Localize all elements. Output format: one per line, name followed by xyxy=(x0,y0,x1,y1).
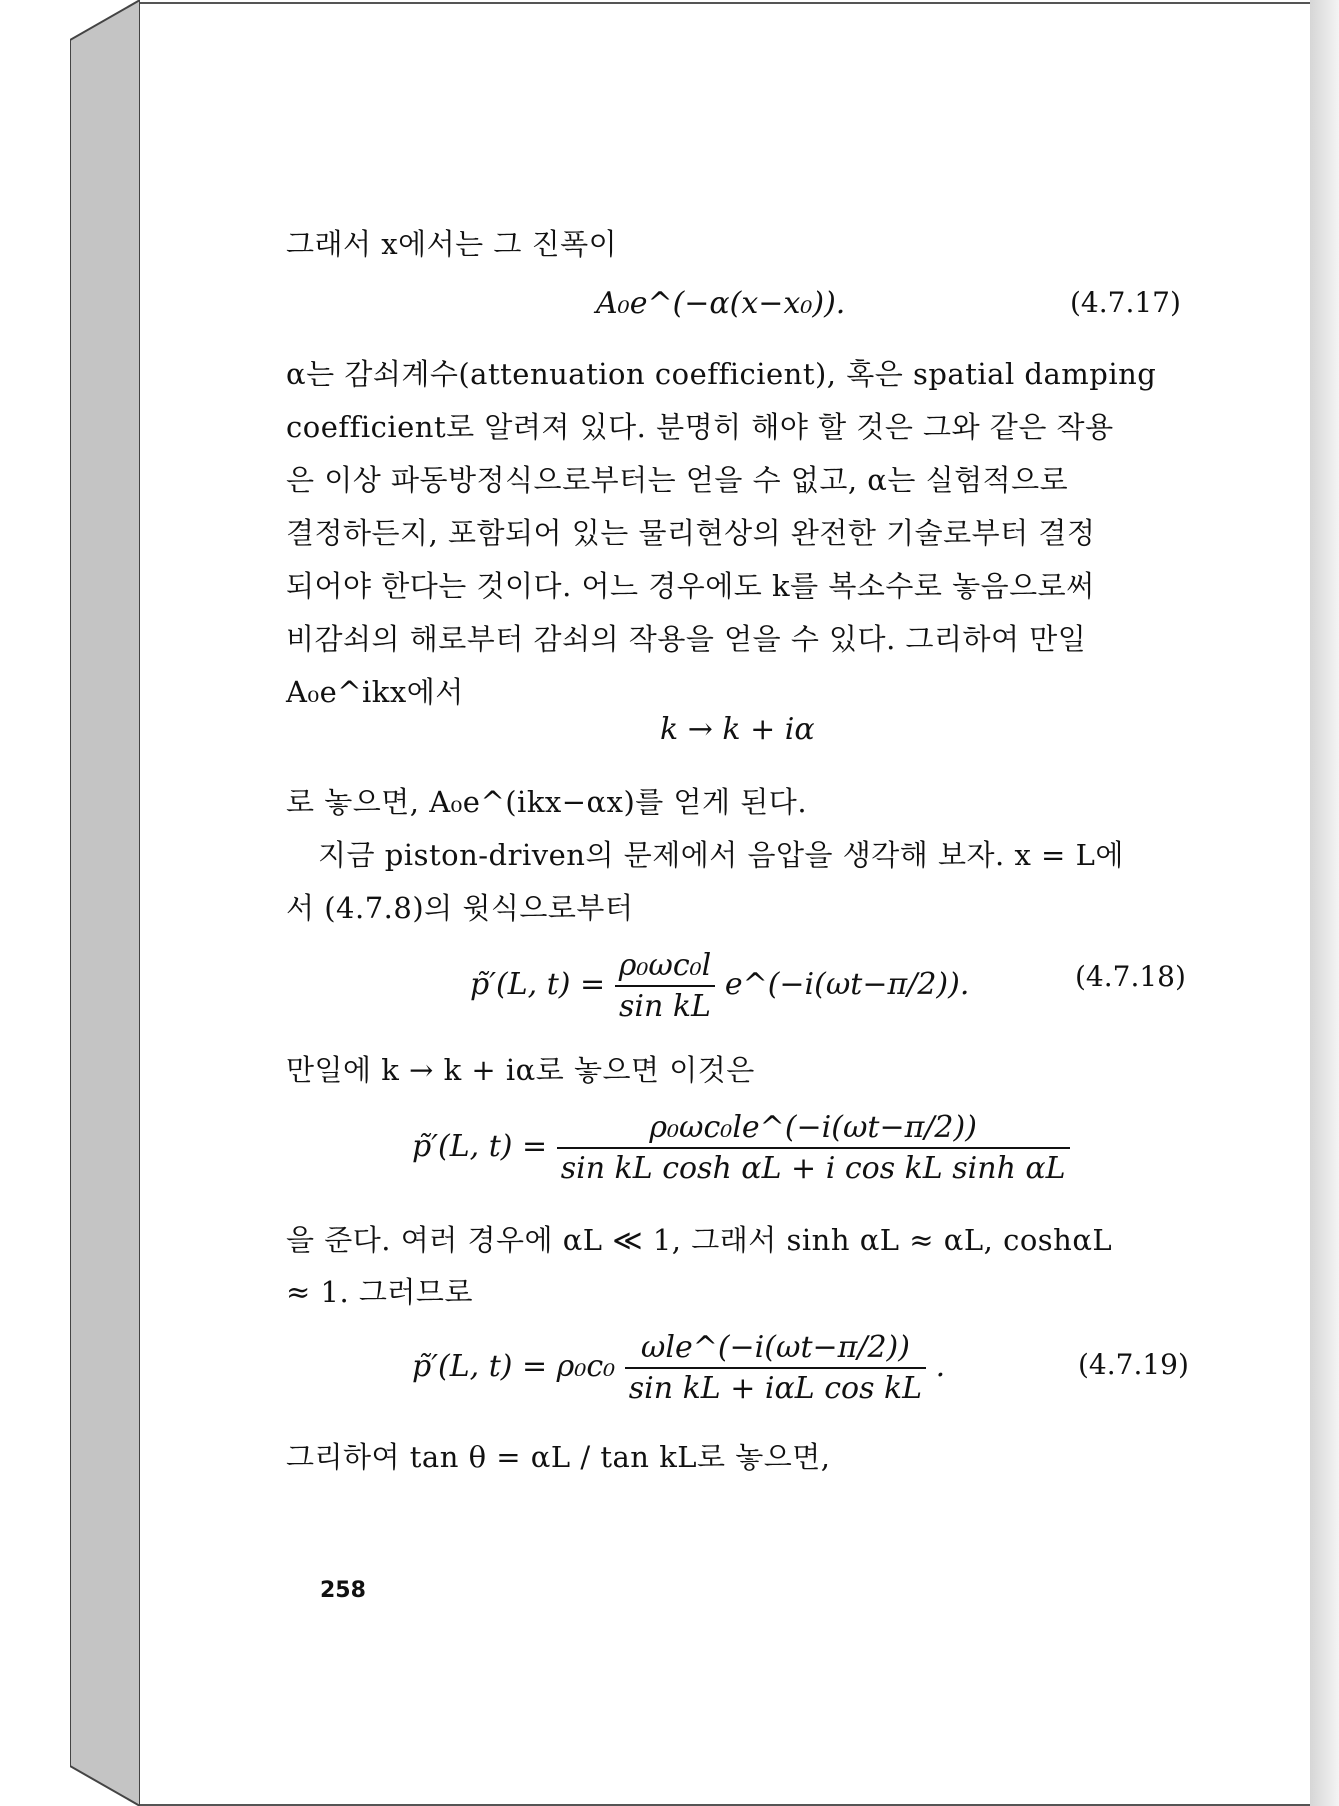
equation-lhs: p̃′(L, t) = xyxy=(412,1129,548,1164)
fraction-denominator: sin kL xyxy=(619,989,711,1024)
equation-number: (4.7.18) xyxy=(1075,960,1186,993)
text-line: 만일에 k → k + iα로 놓으면 이것은 xyxy=(286,1053,755,1087)
fraction-numerator: ρ₀ωc₀le^(−i(ωt−π/2)) xyxy=(557,1110,1070,1149)
text-line: 그래서 x에서는 그 진폭이 xyxy=(286,227,618,261)
fraction-denominator: sin kL cosh αL + i cos kL sinh αL xyxy=(560,1151,1066,1186)
equation-number: (4.7.19) xyxy=(1078,1348,1189,1381)
fraction-numerator: ρ₀ωc₀l xyxy=(615,948,716,987)
equation-damped-pressure xyxy=(412,1110,1070,1186)
text-line: 되어야 한다는 것이다. 어느 경우에도 k를 복소수로 놓음으로써 xyxy=(286,569,1095,603)
text-line: 비감쇠의 해로부터 감쇠의 작용을 얻을 수 있다. 그리하여 만일 xyxy=(286,622,1087,656)
equation-4-7-19 xyxy=(412,1330,945,1406)
fraction xyxy=(615,948,716,1024)
fraction xyxy=(557,1110,1070,1186)
fraction-denominator: sin kL + iαL cos kL xyxy=(628,1371,923,1406)
page-number: 258 xyxy=(320,1578,366,1603)
equation-tail: e^(−i(ωt−π/2)). xyxy=(724,967,970,1002)
text-line: 로 놓으면, A₀e^(ikx−αx)를 얻게 된다. xyxy=(286,785,808,819)
book-spine xyxy=(70,0,140,1806)
page-right-edge xyxy=(1310,0,1339,1806)
text-line: α는 감쇠계수(attenuation coefficient), 혹은 spatial damping xyxy=(286,357,1157,391)
equation-tail: . xyxy=(935,1349,946,1384)
equation-4-7-17: A₀e^(−α(x−x₀)). xyxy=(596,286,846,321)
text-line: 서 (4.7.8)의 윗식으로부터 xyxy=(286,891,634,925)
equation-lhs: p̃′(L, t) = ρ₀c₀ xyxy=(412,1349,616,1384)
text-line: ≈ 1. 그러므로 xyxy=(286,1275,473,1309)
equation-lhs: p̃′(L, t) = xyxy=(470,967,606,1002)
text-line: A₀e^ikx에서 xyxy=(286,675,464,709)
text-line: 을 준다. 여러 경우에 αL ≪ 1, 그래서 sinh αL ≈ αL, coshαL xyxy=(286,1223,1113,1257)
text-line: coefficient로 알려져 있다. 분명히 해야 할 것은 그와 같은 작용 xyxy=(286,410,1114,444)
text-line: 결정하든지, 포함되어 있는 물리현상의 완전한 기술로부터 결정 xyxy=(286,516,1096,550)
text-line: 은 이상 파동방정식으로부터는 얻을 수 없고, α는 실험적으로 xyxy=(286,463,1069,497)
equation-number: (4.7.17) xyxy=(1070,286,1181,319)
fraction xyxy=(625,1330,926,1406)
fraction-numerator: ωle^(−i(ωt−π/2)) xyxy=(625,1330,926,1369)
equation-k-substitution: k → k + iα xyxy=(660,712,815,747)
text-line: 지금 piston-driven의 문제에서 음압을 생각해 보자. x = L에 xyxy=(318,838,1124,872)
text-line: 그리하여 tan θ = αL / tan kL로 놓으면, xyxy=(286,1440,831,1474)
equation-4-7-18 xyxy=(470,948,969,1024)
